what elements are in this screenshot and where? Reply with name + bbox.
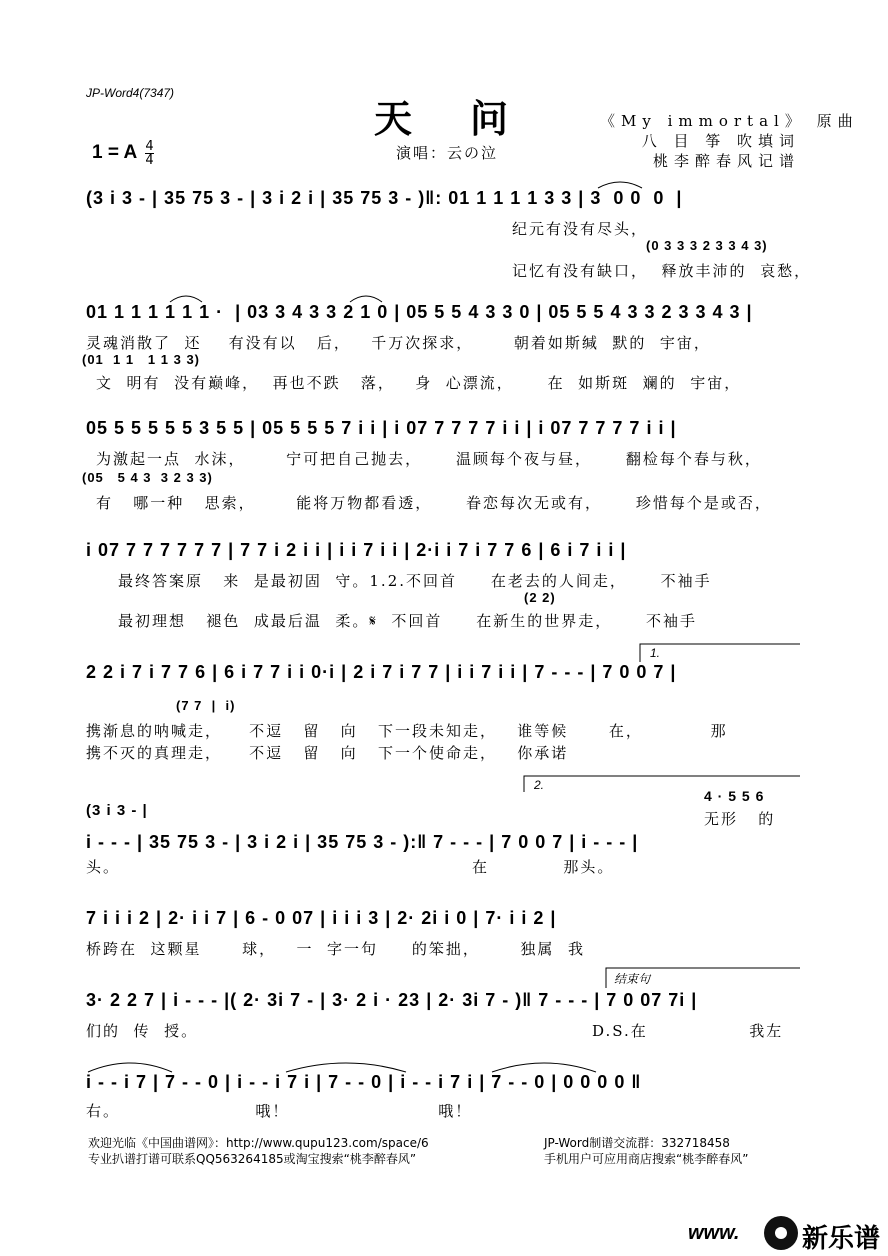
key-label: 1 = A bbox=[92, 142, 138, 163]
system-8-lyric-1: 们的 传 授。 bbox=[86, 1022, 199, 1040]
watermark-logo bbox=[688, 1212, 884, 1252]
footer-group: JP-Word制谱交流群：332718458 bbox=[544, 1136, 730, 1150]
system-5-lyric-1: 携渐息的呐喊走， 不逗 留 向 下一段未知走， 谁等候 在， 那 bbox=[86, 722, 728, 740]
system-2-lyric-1: 灵魂消散了 还 有没有以 后， 千万次探求， 朝着如斯缄 默的 宇宙， bbox=[86, 334, 711, 352]
system-6-lyric-2: 头。 在 那头。 bbox=[86, 858, 615, 876]
system-4-lyric-1: 最终答案原 来 是最初固 守。1.2.不回首 在老去的人间走， 不袖手 bbox=[118, 572, 712, 590]
credit-transcriber: 桃李醉春风记谱 bbox=[652, 152, 800, 170]
singer: 演唱：云の泣 bbox=[396, 144, 499, 162]
coda-label: 结束句 bbox=[614, 972, 651, 986]
footer-contact: 专业扒谱打谱可联系QQ563264185或淘宝搜索“桃李醉春风” bbox=[88, 1152, 417, 1166]
system-1-lyric-1: 纪元有没有尽头， bbox=[512, 220, 649, 238]
system-3-lyric-1: 为激起一点 水沫， 宁可把自己抛去， 温顾每个夜与昼， 翻检每个春与秋， bbox=[96, 450, 762, 468]
system-7-lyric-1: 桥跨在 这颗星 球， 一 字一句 的笨拙， 独属 我 bbox=[86, 940, 585, 958]
system-4-notes: i 07 7 7 7 7 7 7 | 7 7 i 2 i i | i i 7 i i | 2·i i 7 i 7 7 6 | 6 i 7 i i | bbox=[86, 540, 627, 560]
system-3-variant-notes: (05 5 4 3 3 2 3 3) bbox=[82, 470, 213, 485]
system-9-lyric-1: 右。 哦！ 哦！ bbox=[86, 1102, 473, 1120]
system-1-notes: (3 i 3 - | 35 75 3 - | 3 i 2 i | 35 75 3 - )‖: 01 1 1 1 1 3 3 | 3 0 0 0 | bbox=[86, 188, 683, 208]
ending-1-label: 1. bbox=[650, 646, 661, 660]
volta-bracket-1 bbox=[640, 644, 800, 662]
system-6-pickup-notes: 4 · 5 5 6 bbox=[704, 788, 765, 804]
watermark-brand: 新乐谱 bbox=[802, 1224, 881, 1254]
software-version: JP-Word4(7347) bbox=[86, 86, 175, 100]
slur bbox=[492, 1063, 596, 1072]
system-8-notes: 3· 2 2 7 | i - - - |( 2· 3i 7 - | 3· 2 i · 23 | 2· 3i 7 - )‖ 7 - - - | 7 0 07 7i | bbox=[86, 990, 698, 1010]
system-4-lyric-2: 最初理想 褪色 成最后温 柔。𝄋 不回首 在新生的世界走， 不袖手 bbox=[118, 612, 698, 630]
system-2-notes: 01 1 1 1 1 1 1 · | 03 3 4 3 3 2 1 0 | 05 5 5 4 3 3 0 | 05 5 5 4 3 3 2 3 3 4 3 | bbox=[86, 302, 753, 322]
system-3-lyric-2: 有 哪一种 思索， 能将万物都看透， 眷恋每次无或有， 珍惜每个是或否， bbox=[96, 494, 772, 512]
system-5-notes: 2 2 i 7 i 7 7 6 | 6 i 7 7 i i 0·i | 2 i 7 i 7 7 | i i 7 i i | 7 - - - | 7 0 0 7 | bbox=[86, 662, 677, 682]
slur bbox=[88, 1063, 172, 1072]
slur bbox=[286, 1063, 406, 1072]
time-signature: $\frac{4}{4}$ bbox=[145, 139, 154, 168]
system-2-lyric-2: 文 明有 没有巅峰， 再也不跌 落， 身 心漂流， 在 如斯斑 斓的 宇宙， bbox=[96, 374, 742, 392]
system-3-notes: 05 5 5 5 5 5 3 5 5 | 05 5 5 5 7 i i | i 07 7 7 7 7 i i | i 07 7 7 7 7 i i | bbox=[86, 418, 677, 438]
system-2-variant-notes: (01 1 1 1 1 3 3) bbox=[82, 352, 201, 367]
system-5-variant-notes: (7 7 | i) bbox=[176, 698, 236, 713]
system-8-lyric-2: D.S.在 我左 bbox=[592, 1022, 784, 1040]
footer-website: 欢迎光临《中国曲谱网》：http://www.qupu123.com/space/6 bbox=[88, 1136, 429, 1150]
volta-bracket-2 bbox=[524, 776, 800, 792]
system-5-lyric-2: 携不灭的真理走， 不逗 留 向 下一个使命走， 你承诺 bbox=[86, 744, 569, 762]
ending-2-label: 2. bbox=[534, 778, 545, 792]
system-6-lyric-1: 无形 的 bbox=[704, 810, 776, 828]
credit-lyricist: 八 目 筝 吹填词 bbox=[641, 132, 800, 150]
system-6-intro-notes: (3 i 3 - | bbox=[86, 802, 148, 819]
system-9-notes: i - - i 7 | 7 - - 0 | i - - i 7 i | 7 - - 0 | i - - i 7 i | 7 - - 0 | 0 0 0 0 ‖ bbox=[86, 1072, 642, 1092]
system-7-notes: 7 i i i 2 | 2· i i 7 | 6 - 0 07 | i i i 3 | 2· 2i i 0 | 7· i i 2 | bbox=[86, 908, 557, 928]
footer-mobile: 手机用户可应用商店搜索“桃李醉春风” bbox=[544, 1152, 749, 1166]
credit-original: 《My immortal》 原曲 bbox=[600, 112, 859, 130]
slur bbox=[350, 296, 382, 302]
vinyl-icon bbox=[764, 1216, 798, 1250]
system-1-lyric-2: 记忆有没有缺口， 释放丰沛的 哀愁， bbox=[512, 262, 812, 280]
page-title: 天问 bbox=[374, 96, 567, 141]
system-6-notes: i - - - | 35 75 3 - | 3 i 2 i | 35 75 3 - ):‖ 7 - - - | 7 0 0 7 | i - - - | bbox=[86, 832, 639, 852]
system-4-variant-notes: (2 2) bbox=[524, 590, 556, 605]
coda-bracket bbox=[606, 968, 800, 988]
watermark-url: www. bbox=[688, 1222, 740, 1244]
slur bbox=[170, 296, 202, 302]
system-1-variant-notes: (0 3 3 3 2 3 3 4 3) bbox=[646, 238, 768, 253]
slur bbox=[598, 182, 642, 188]
